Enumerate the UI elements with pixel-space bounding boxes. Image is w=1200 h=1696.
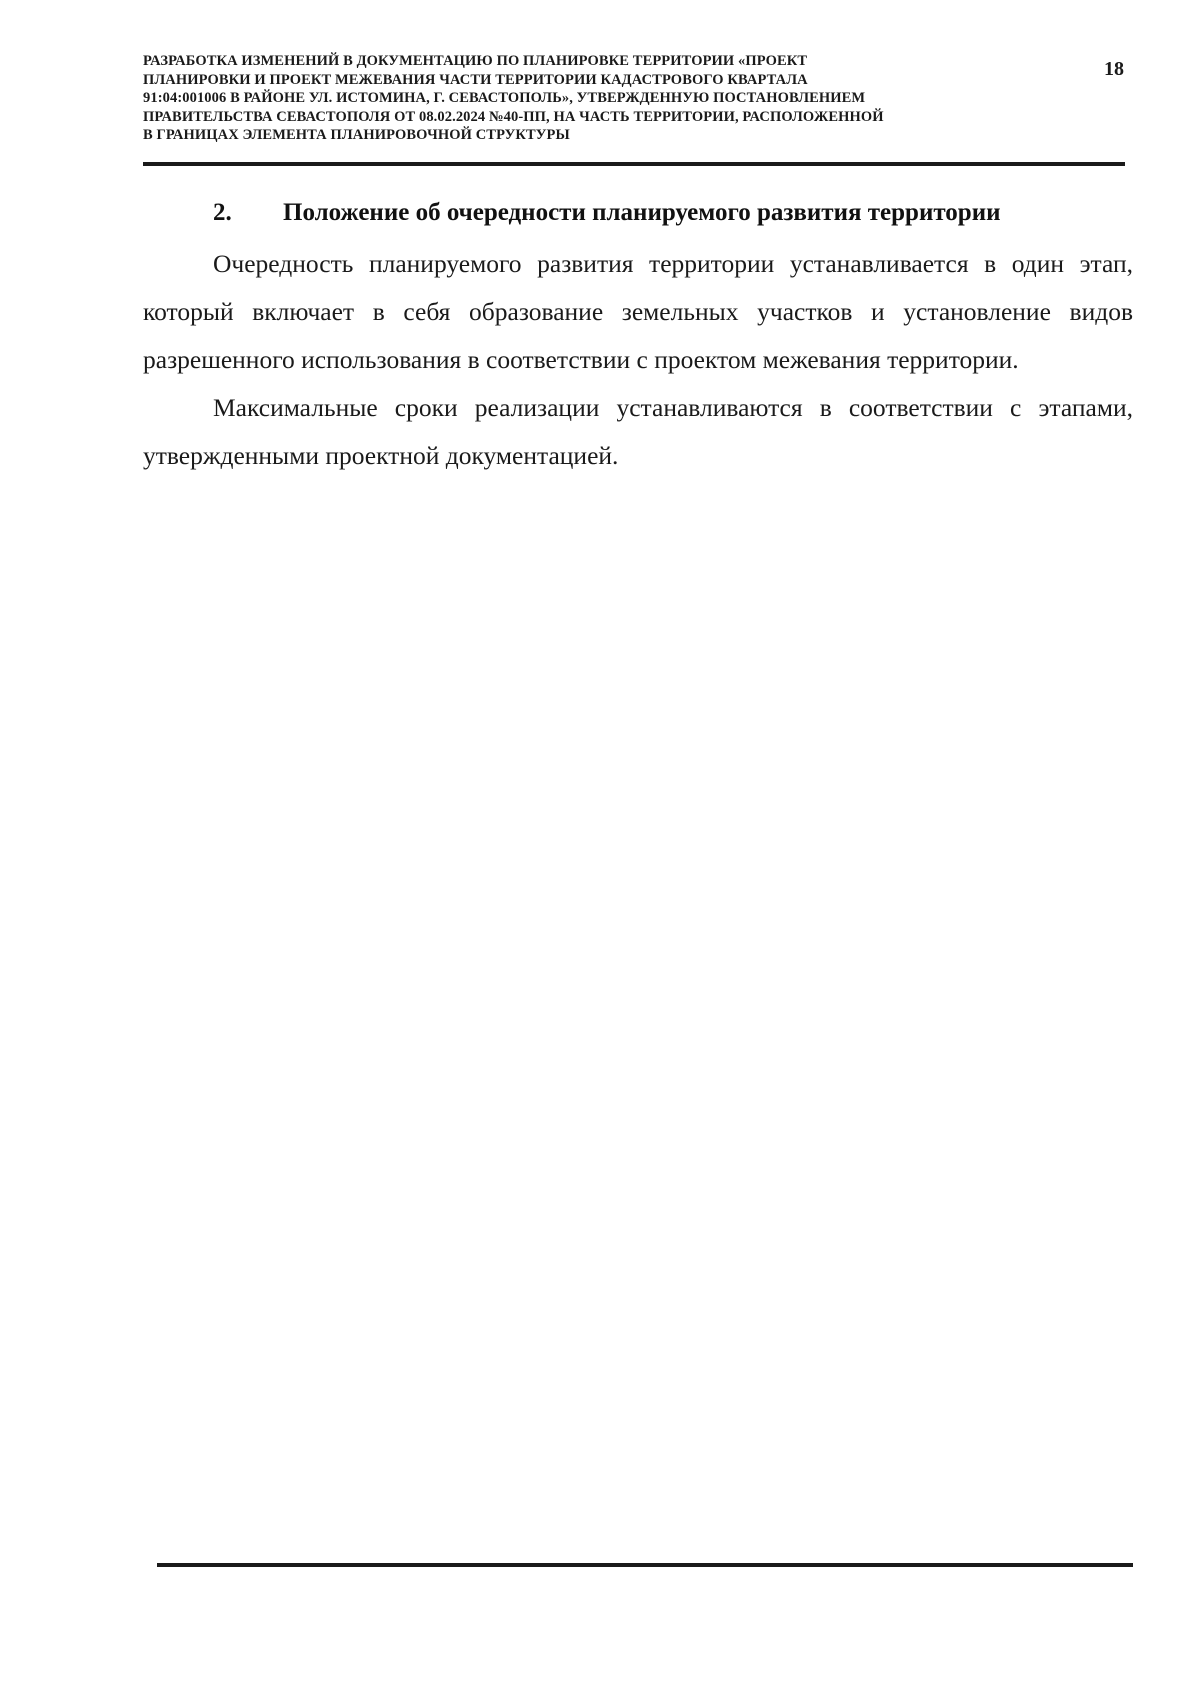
header-line: 91:04:001006 В РАЙОНЕ УЛ. ИСТОМИНА, Г. СЕВАСТОПОЛЬ», УТВЕРЖДЕННУЮ ПОСТАНОВЛЕНИЕМ	[143, 90, 866, 106]
paragraph-text: Максимальные сроки реализации устанавливаются в соответствии с этапами, утвержденными проектной документацией.	[143, 393, 1133, 470]
body-paragraph-2	[143, 384, 1133, 480]
footer-divider	[157, 1563, 1133, 1567]
document-header	[143, 52, 1063, 145]
header-line: РАЗРАБОТКА ИЗМЕНЕНИЙ В ДОКУМЕНТАЦИЮ ПО ПЛАНИРОВКЕ ТЕРРИТОРИИ «ПРОЕКТ	[143, 53, 808, 69]
page-number: 18	[1104, 58, 1124, 80]
header-line: ПЛАНИРОВКИ И ПРОЕКТ МЕЖЕВАНИЯ ЧАСТИ ТЕРРИТОРИИ КАДАСТРОВОГО КВАРТАЛА	[143, 71, 808, 88]
section-title: Положение об очередности планируемого развития территории	[283, 199, 1001, 226]
header-line: ПРАВИТЕЛЬСТВА СЕВАСТОПОЛЯ ОТ 08.02.2024 №40-ПП, НА ЧАСТЬ ТЕРРИТОРИИ, РАСПОЛОЖЕННОЙ	[143, 108, 884, 125]
body-paragraph-1	[143, 240, 1133, 384]
section-heading	[213, 197, 1001, 229]
section-number: 2.	[213, 199, 232, 226]
header-line: В ГРАНИЦАХ ЭЛЕМЕНТА ПЛАНИРОВОЧНОЙ СТРУКТУРЫ	[143, 127, 570, 143]
header-divider	[143, 162, 1125, 166]
paragraph-text: Очередность планируемого развития территории устанавливается в один этап, который включает в себя образование земельных участков и установление видов разрешенного использования в соответствии с проектом межевания территории.	[143, 249, 1133, 374]
